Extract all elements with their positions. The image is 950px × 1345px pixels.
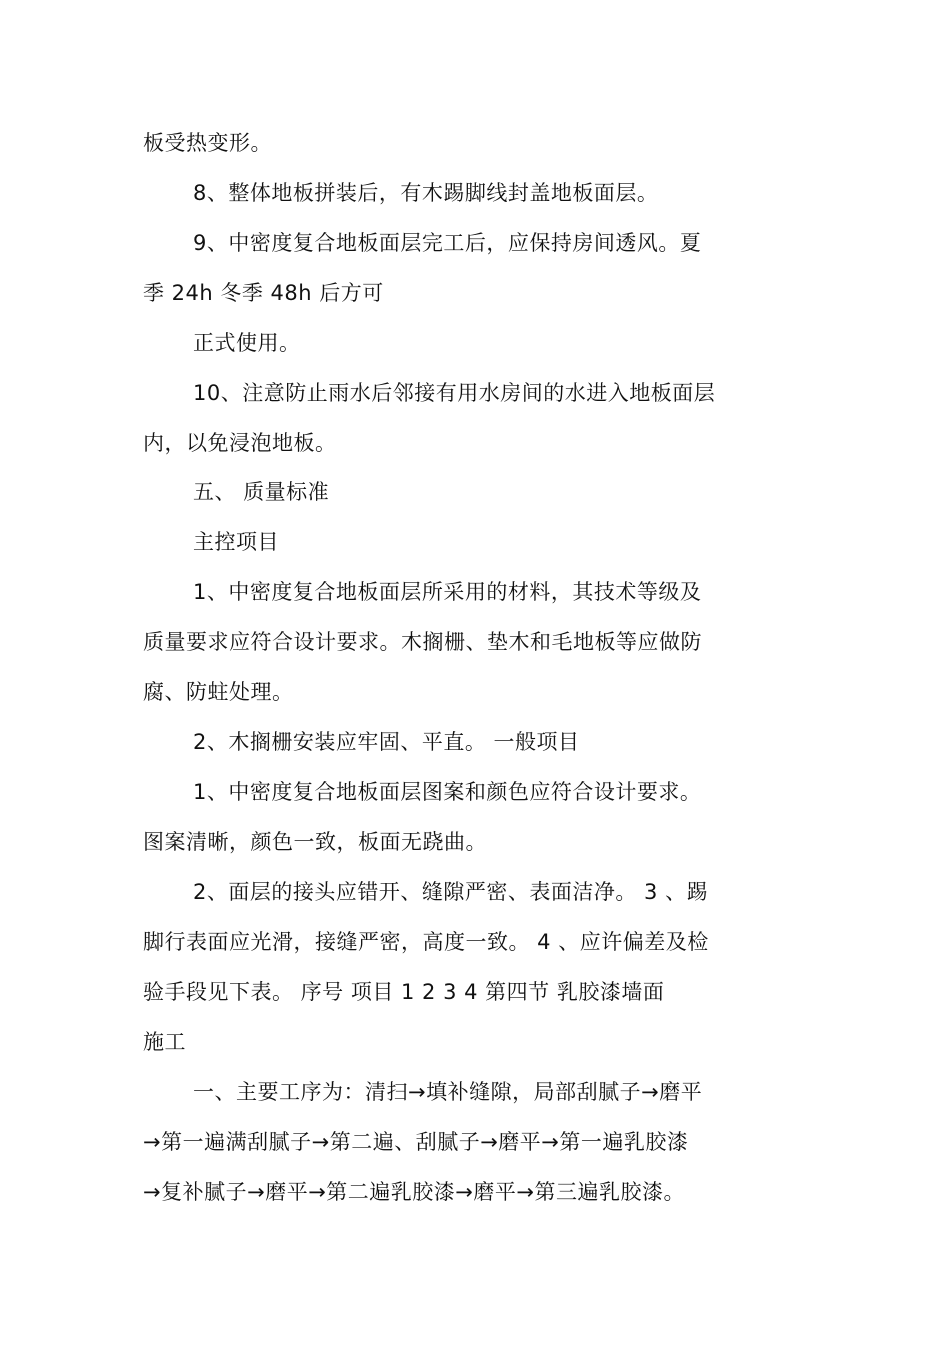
text-line: 正式使用。 xyxy=(193,331,301,355)
text-line: 验手段见下表。 序号 项目 1 2 3 4 第四节 乳胶漆墙面 xyxy=(143,980,665,1004)
text-line: →第一遍满刮腻子→第二遍、刮腻子→磨平→第一遍乳胶漆 xyxy=(143,1130,689,1154)
text-line: 一、主要工序为：清扫→填补缝隙，局部刮腻子→磨平 xyxy=(193,1080,703,1104)
text-line: 板受热变形。 xyxy=(143,131,272,155)
text-line: 内，以免浸泡地板。 xyxy=(143,431,337,455)
text-line: 10、注意防止雨水后邻接有用水房间的水进入地板面层 xyxy=(193,381,716,405)
text-line: 9、中密度复合地板面层完工后，应保持房间透风。夏 xyxy=(193,231,702,255)
section-heading: 五、 质量标准 xyxy=(193,480,330,504)
subsection-heading: 主控项目 xyxy=(193,530,279,554)
text-line: 1、中密度复合地板面层所采用的材料，其技术等级及 xyxy=(193,580,702,604)
text-line: 图案清晰，颜色一致，板面无跷曲。 xyxy=(143,830,487,854)
text-line: 2、面层的接头应错开、缝隙严密、表面洁净。 3 、踢 xyxy=(193,880,709,904)
text-line: 2、木搁栅安装应牢固、平直。 一般项目 xyxy=(193,730,580,754)
text-line: →复补腻子→磨平→第二遍乳胶漆→磨平→第三遍乳胶漆。 xyxy=(143,1180,685,1204)
text-line: 1、中密度复合地板面层图案和颜色应符合设计要求。 xyxy=(193,780,702,804)
text-line: 施工 xyxy=(143,1030,186,1054)
text-line: 8、整体地板拼装后，有木踢脚线封盖地板面层。 xyxy=(193,181,659,205)
text-line: 腐、防蛀处理。 xyxy=(143,680,294,704)
text-line: 质量要求应符合设计要求。木搁栅、垫木和毛地板等应做防 xyxy=(143,630,702,654)
text-line: 脚行表面应光滑，接缝严密，高度一致。 4 、应许偏差及检 xyxy=(143,930,709,954)
text-line: 季 24h 冬季 48h 后方可 xyxy=(143,281,384,305)
